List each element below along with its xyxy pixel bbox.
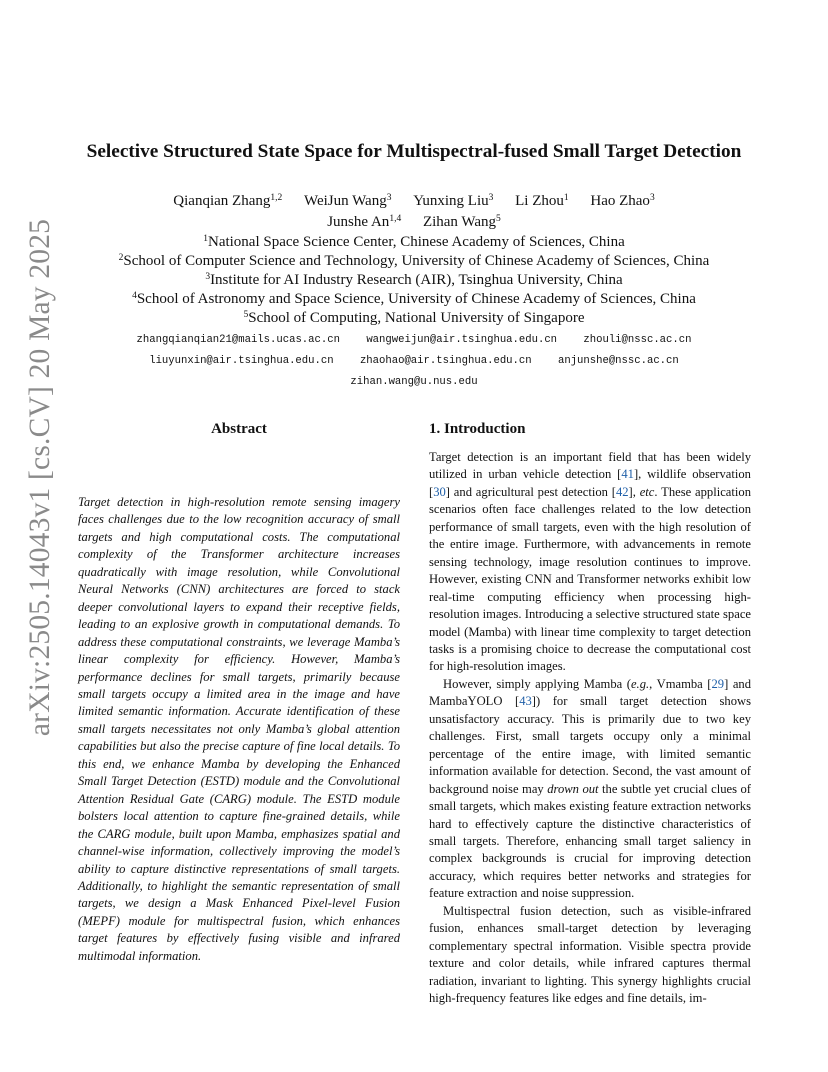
citation-link[interactable]: 30 [433,484,446,499]
affiliation: $^5$School of Computing, National University of Singapore [243,309,585,326]
affiliation: $^1$National Space Science Center, Chinese Academy of Sciences, China [203,233,625,250]
arxiv-identifier: arXiv:2505.14043v1 [cs.CV] 20 May 2025 [24,218,57,736]
intro-paragraph-1: Target detection is an important field that has been widely utilized in urban vehicle detection [41], wildlife observation [30] and agricultural pest detection [42], etc. These application scenarios often face challenges related to the low detection performance of small targets, even with the high resolution of the entire image. Furthermore, with advancements in remote sensing technology, image resolution continues to improve. However, existing CNN and Transformer networks exhibit low real-time computing efficiency when processing high-resolution images. Introducing a selective structured state space model (Mamba) with linear time complexity to target detection tasks is a promising choice to decrease the computational cost for high-resolution images. [429,450,751,674]
author: Zihan Wang$^5$ [422,213,501,230]
introduction-heading: 1. Introduction [429,421,526,437]
abstract-heading: Abstract [211,421,267,437]
right-column [429,421,751,1008]
abstract-text: Target detection in high-resolution remote sensing imagery faces challenges due to the low recognition accuracy of small targets and high computational costs. The computational complexity of the Transformer architecture increases quadratically with image resolution, while Convolutional Neural Networks (CNN) architectures are forced to stack deeper convolutional layers to expand their receptive fields, leading to an explosive growth in computational demands. To address these computational constraints, we leverage Mamba’s linear complexity for efficiency. However, Mamba’s performance declines for small targets, primarily because small targets occupy a limited area in the image and have limited semantic information. Accurate identification of these small targets necessitates not only Mamba’s global attention capabilities but also the precise capture of fine local details. To this end, we enhance Mamba by developing the Enhanced Small Target Detection (ESTD) module and the Convolutional Attention Residual Gate (CARG) module. The ESTD module bolsters local attention to capture fine-grained details, while the CARG module, built upon Mamba, emphasizes spatial and channel-wise information, collectively improving the model’s ability to capture distinctive representations of small targets. Additionally, to highlight the semantic representation of small targets, we design a Mask Enhanced Pixel-level Fusion (MEPF) module for multispectral fusion, which enhances target features by effectively fusing visible and infrared multimodal information. [78,495,400,963]
citation-link[interactable]: 42 [615,484,629,499]
affiliation: $^2$School of Computer Science and Technology, University of Chinese Academy of Sciences, China [118,252,710,269]
affiliation: $^3$Institute for AI Industry Research (AIR), Tsinghua University, China [205,271,623,288]
email-list [0,330,828,393]
citation-link[interactable]: 29 [711,676,725,691]
intro-paragraph-3: Multispectral fusion detection, such as visible-infrared fusion, enhances small-target detection by leveraging complementary spectral information. Visible spectra provide texture and color details, while infrared captures thermal radiation, invariant to lighting. This synergy highlights crucial high-frequency features like edges and fine details, im- [429,903,751,1006]
author-list-row-1 [0,193,828,210]
email-row [0,372,828,393]
email-row [0,351,828,372]
email-address: anjunshe@nssc.ac.cn [557,355,679,367]
email-address: zihan.wang@u.nus.edu [350,376,478,388]
intro-paragraph-2: However, simply applying Mamba (e.g., Vmamba [29] and MambaYOLO [43]) for small target detection shows unsatisfactory accuracy. This is primarily due to two key challenges. First, small targets occupy only a minimal percentage of the entire image, with limited semantic information available for detection. Second, the vast amount of background noise may drown out the subtle yet crucial clues of small targets, which makes existing feature extraction networks hard to effectively capture the distinctive characteristics of small targets. Therefore, enhancing small target saliency in complex backgrounds is crucial for improving detection accuracy, which requires better networks and strategies for feature extraction and noise suppression. [429,676,752,901]
paper-title: Selective Structured State Space for Multispectral-fused Small Target Detection [86,141,742,162]
author: Li Zhou$^1$ [515,192,569,209]
email-address: wangweijun@air.tsinghua.edu.cn [366,334,558,346]
affiliation: $^4$School of Astronomy and Space Science, University of Chinese Academy of Sciences, China [132,290,696,307]
citation-link[interactable]: 41 [621,467,634,482]
email-address: liuyunxin@air.tsinghua.edu.cn [149,355,334,367]
email-row [0,330,828,351]
author: Junshe An$^{1,4}$ [327,213,402,230]
affiliation-list [0,233,828,328]
author-list-row-2 [0,214,828,231]
left-column [78,421,400,978]
email-address: zhouli@nssc.ac.cn [583,334,692,346]
author: Hao Zhao$^3$ [590,192,655,209]
email-address: zhangqianqian21@mails.ucas.ac.cn [136,334,340,346]
author: Qianqian Zhang$^{1,2}$ [173,192,283,209]
author: Yunxing Liu$^3$ [413,192,494,209]
citation-link[interactable]: 43 [519,694,532,709]
email-address: zhaohao@air.tsinghua.edu.cn [359,355,532,367]
author: WeiJun Wang$^3$ [303,192,392,209]
